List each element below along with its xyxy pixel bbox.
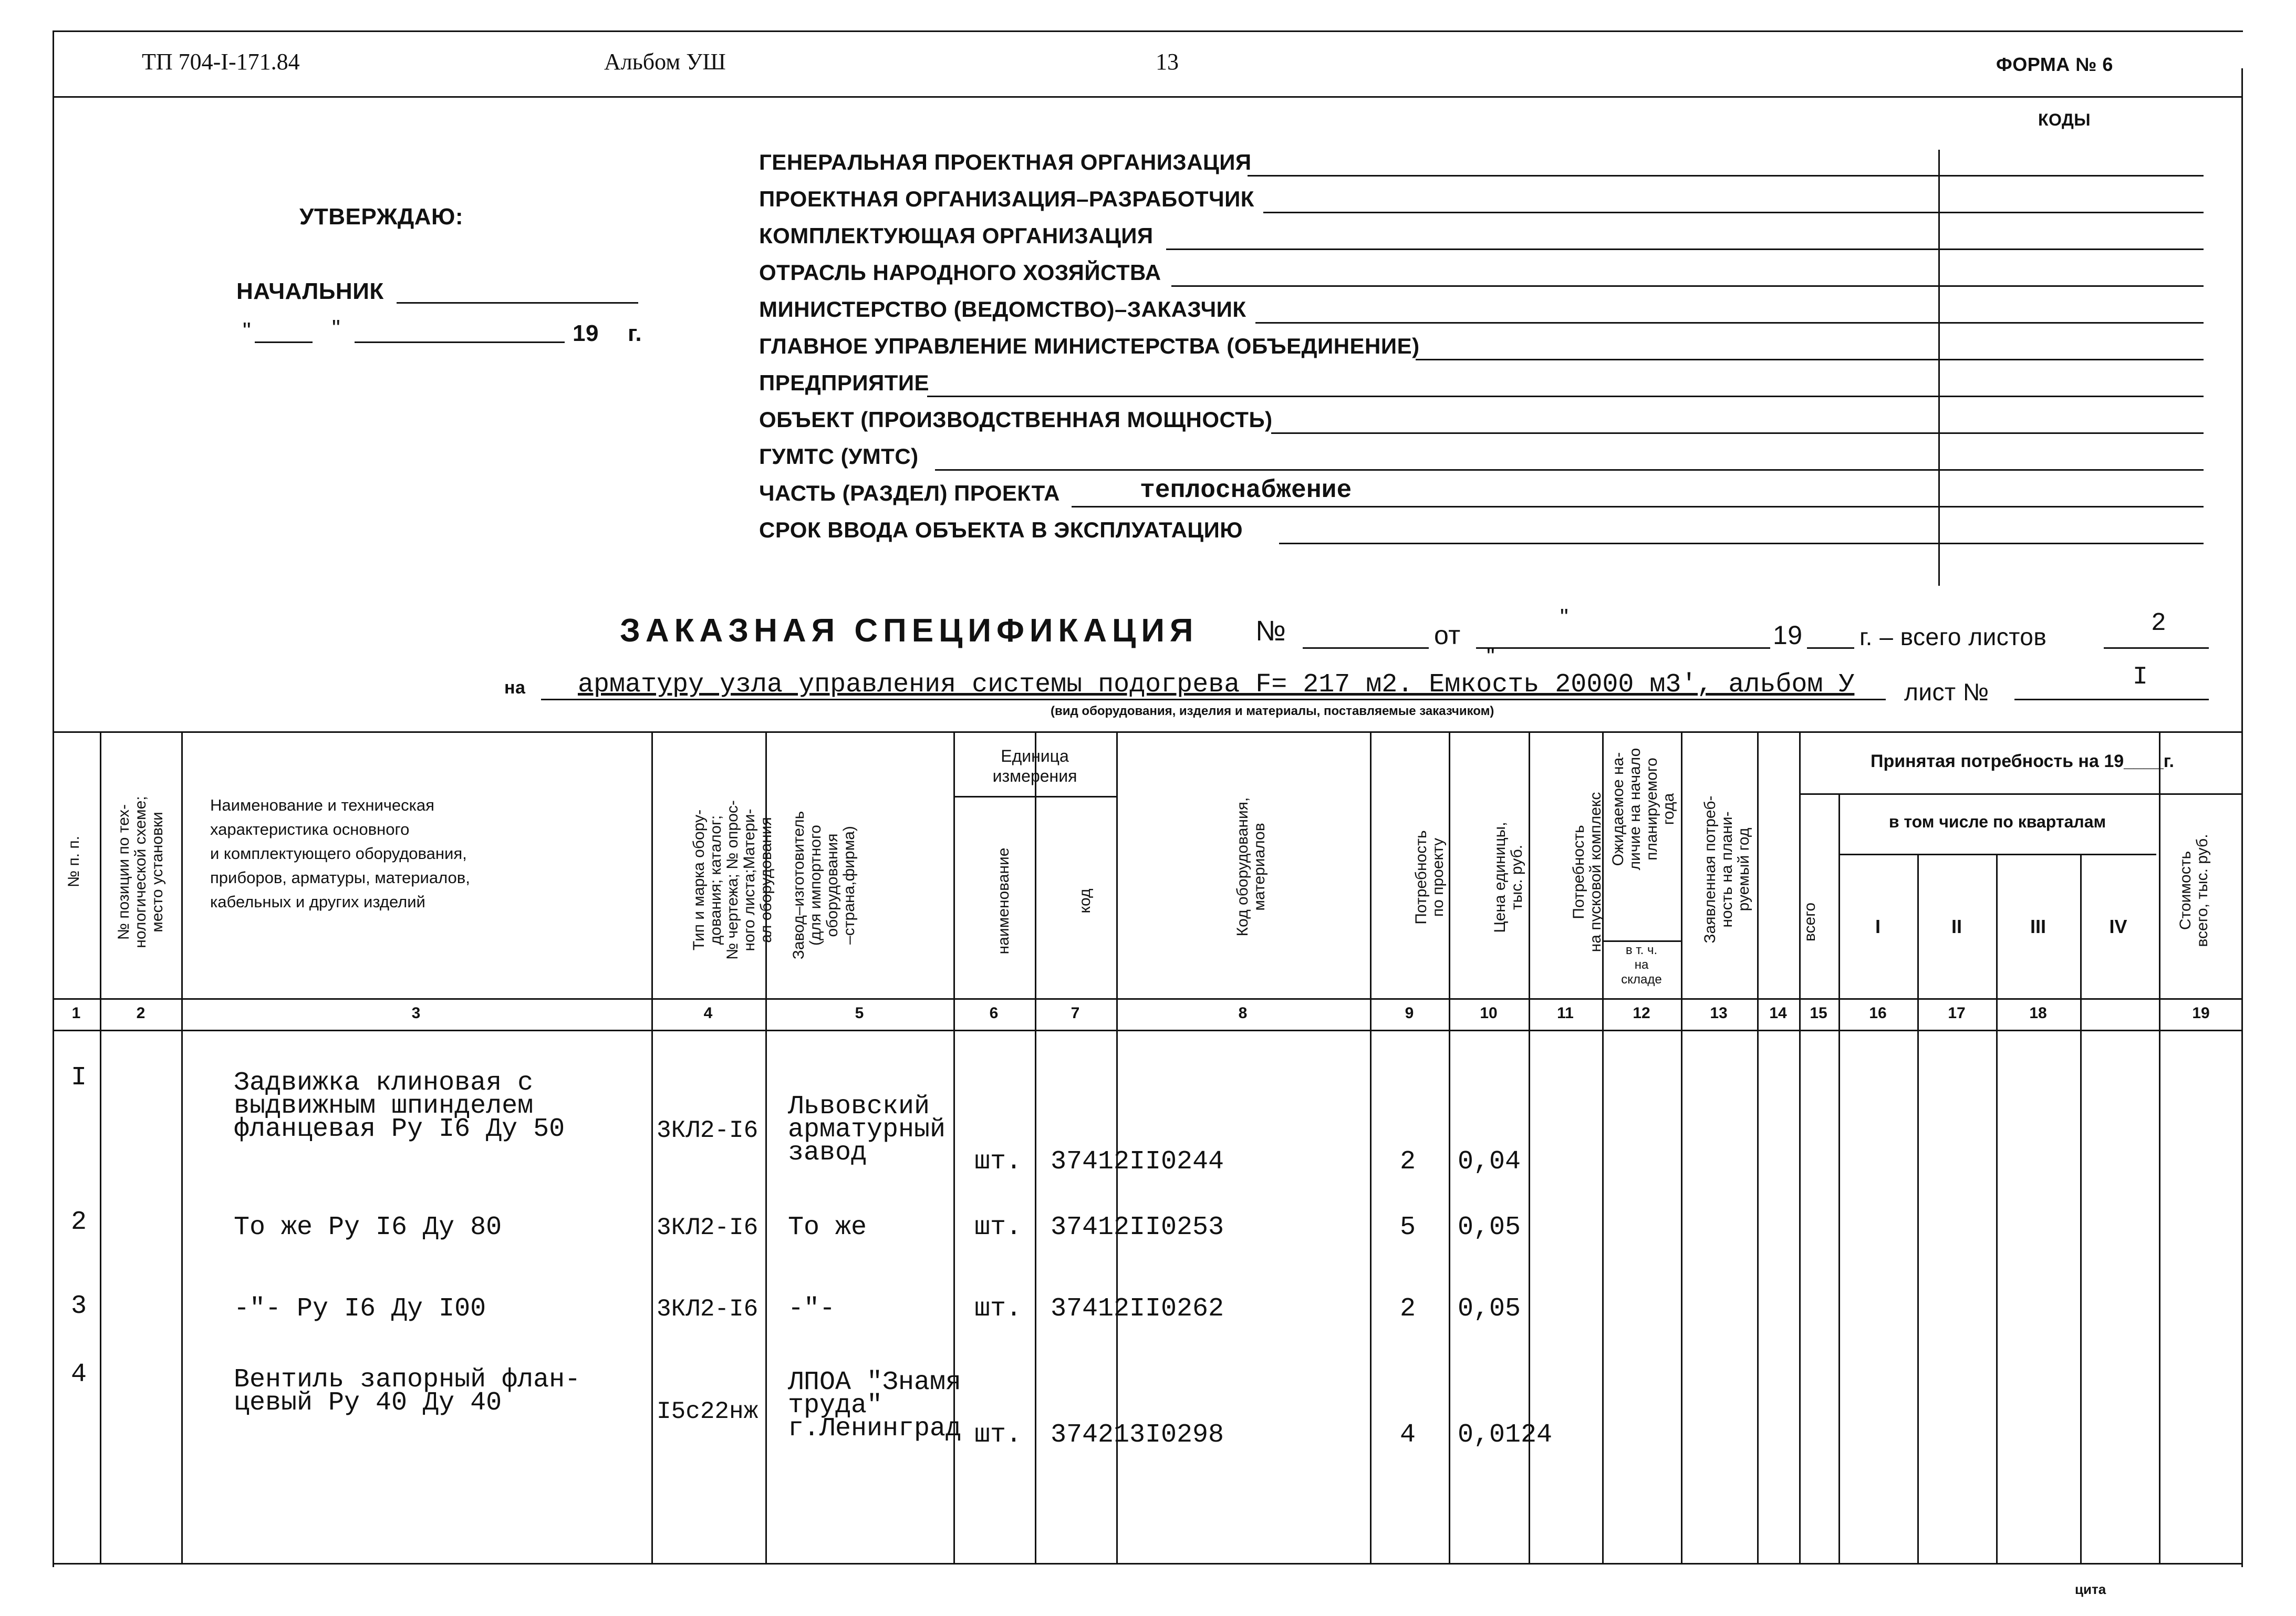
header-c19: Стоимость всего, тыс. руб.	[2177, 834, 2211, 947]
org-label: СРОК ВВОДА ОБЪЕКТА В ЭКСПЛУАТАЦИЮ	[759, 517, 1243, 542]
spec-sheet-field[interactable]	[2014, 699, 2209, 700]
spec-sheet-label: лист №	[1904, 678, 1989, 706]
row-number: 3	[71, 1291, 87, 1321]
doc-code: ТП 704-I-171.84	[142, 49, 300, 75]
header-c8: Код оборудования, материалов	[1234, 797, 1268, 937]
row-qty: 4	[1400, 1420, 1416, 1450]
codes-label: КОДЫ	[2038, 110, 2091, 129]
org-field[interactable]	[927, 396, 2204, 397]
column-number: 3	[411, 1004, 421, 1022]
org-label: ПРОЕКТНАЯ ОРГАНИЗАЦИЯ–РАЗРАБОТЧИК	[759, 187, 1254, 211]
row-price: 0,05	[1458, 1213, 1521, 1242]
column-number: 2	[136, 1004, 146, 1022]
spec-year-label: 19	[1773, 620, 1803, 650]
spec-from-label: от	[1434, 620, 1461, 650]
row-price: 0,0124	[1458, 1420, 1553, 1450]
form-label: ФОРМА № 6	[1996, 54, 2113, 75]
spec-year-field[interactable]	[1807, 647, 1854, 649]
row-type: 3КЛ2-I6	[657, 1296, 759, 1323]
header-c6: наименование	[995, 847, 1012, 955]
header-c18: IV	[2109, 916, 2127, 937]
chief-label: НАЧАЛЬНИК	[236, 278, 384, 304]
org-field[interactable]	[1166, 248, 2204, 250]
spec-total-field[interactable]	[2104, 647, 2209, 649]
column-line	[1996, 854, 1998, 1563]
column-number: 7	[1071, 1004, 1080, 1022]
header-c16: II	[1951, 916, 1962, 937]
album-label: Альбом УШ	[604, 49, 726, 75]
date-month-line[interactable]	[355, 341, 565, 343]
org-label: ПРЕДПРИЯТИЕ	[759, 370, 930, 395]
spec-date-quote-1: "	[1560, 604, 1569, 630]
spec-total-sheets: 2	[2151, 609, 2166, 638]
column-number: 17	[1948, 1004, 1966, 1022]
org-label: МИНИСТЕРСТВО (ВЕДОМСТВО)–ЗАКАЗЧИК	[759, 297, 1246, 322]
org-value: теплоснабжение	[1140, 476, 1352, 505]
row-qty: 2	[1400, 1294, 1416, 1324]
column-number: 15	[1810, 1004, 1827, 1022]
header-unit-group: Единица измерения	[992, 747, 1077, 785]
spec-date-field[interactable]	[1476, 647, 1770, 649]
spec-sheet-no: I	[2133, 663, 2148, 691]
date-day-line[interactable]	[255, 341, 313, 343]
column-line	[100, 731, 101, 1563]
row-name: Вентиль запорный флан- цевый Ру 40 Ду 40	[234, 1365, 581, 1418]
row-code: 37412II0244	[1051, 1147, 1224, 1177]
header-c12: Ожидаемое на- личие на начало планируемого года	[1609, 748, 1677, 871]
org-field[interactable]	[1248, 175, 2204, 177]
table-bottom	[53, 1563, 2243, 1565]
org-label: ГУМТС (УМТС)	[759, 444, 919, 469]
org-field[interactable]	[935, 469, 2204, 471]
column-line	[2159, 731, 2160, 1563]
header-c1: № п. п.	[65, 836, 82, 888]
row-type: 3КЛ2-I6	[657, 1117, 759, 1144]
column-number: 4	[703, 1004, 713, 1022]
row-qty: 5	[1400, 1213, 1416, 1242]
column-number: 1	[71, 1004, 81, 1022]
column-number: 6	[989, 1004, 999, 1022]
row-name: То же Ру I6 Ду 80	[234, 1213, 502, 1242]
accepted-group-line	[1799, 793, 2243, 795]
spec-number-label: №	[1255, 615, 1286, 647]
org-field[interactable]	[1279, 543, 2204, 544]
date-quote-open: "	[243, 318, 252, 344]
org-field[interactable]	[1416, 359, 2204, 360]
org-label: ОБЪЕКТ (ПРОИЗВОДСТВЕННАЯ МОЩНОСТЬ)	[759, 407, 1273, 432]
row-number: I	[71, 1063, 87, 1093]
column-number: 13	[1710, 1004, 1728, 1022]
row-price: 0,04	[1458, 1147, 1521, 1177]
row-maker: -"-	[788, 1294, 836, 1324]
table-header-bottom	[53, 998, 2243, 1000]
table-top	[53, 731, 2243, 733]
column-line	[1370, 731, 1372, 1563]
page-number: 13	[1156, 49, 1179, 75]
org-field[interactable]	[1171, 285, 2204, 287]
row-name: Задвижка клиновая с выдвижным шпинделем фланцевая Ру I6 Ду 50	[234, 1068, 565, 1144]
column-number: 11	[1557, 1004, 1574, 1022]
spec-total-label: г. – всего листов	[1859, 623, 2047, 650]
org-label: ОТРАСЛЬ НАРОДНОГО ХОЗЯЙСТВА	[759, 260, 1161, 285]
column-number: 19	[2192, 1004, 2210, 1022]
column-line	[2080, 854, 2082, 1563]
header-c17: III	[2030, 916, 2046, 937]
column-number: 5	[855, 1004, 864, 1022]
year-label: 19	[573, 320, 599, 346]
header-c3: Наименование и техническая характеристика основного и комплектующего оборудования, приборов, арматуры, материалов, кабельных и других изделий	[210, 796, 470, 911]
column-number: 8	[1238, 1004, 1248, 1022]
row-code: 374213I0298	[1051, 1420, 1224, 1450]
row-unit: шт.	[974, 1420, 1022, 1450]
org-field[interactable]	[1263, 212, 2204, 213]
row-number: 2	[71, 1207, 87, 1237]
header-c10: Цена единицы, тыс. руб.	[1491, 822, 1525, 933]
org-field[interactable]	[1255, 322, 2204, 324]
spec-subject-note: (вид оборудования, изделия и материалы, поставляемые заказчиком)	[1051, 704, 1494, 718]
chief-signature-line[interactable]	[397, 302, 638, 304]
frame-left	[53, 30, 54, 1567]
header-accepted: Принятая потребность на 19____г.	[1871, 751, 2174, 771]
header-c7: код	[1076, 888, 1094, 914]
column-number: 14	[1769, 1004, 1787, 1022]
approve-label: УТВЕРЖДАЮ:	[299, 204, 464, 230]
row-unit: шт.	[974, 1147, 1022, 1177]
row-maker: Львовский арматурный завод	[788, 1092, 946, 1168]
column-line	[1917, 854, 1919, 1563]
column-number: 12	[1633, 1004, 1650, 1022]
row-code: 37412II0262	[1051, 1294, 1224, 1324]
row-maker: ЛПОА "Знамя труда" г.Ленинград	[788, 1368, 962, 1444]
row-number: 4	[71, 1360, 87, 1390]
column-number: 10	[1480, 1004, 1498, 1022]
org-label: ЧАСТЬ (РАЗДЕЛ) ПРОЕКТА	[759, 481, 1060, 505]
row-type: I5с22нж	[657, 1398, 759, 1425]
header-quarters: в том числе по кварталам	[1888, 812, 2106, 831]
column-line	[1799, 731, 1801, 1563]
table-colnum-bottom	[53, 1030, 2243, 1031]
header-c12b: в т. ч. на складе	[1621, 943, 1662, 987]
row-unit: шт.	[974, 1213, 1022, 1242]
spec-subject: арматуру узла управления системы подогрева F= 217 м2. Емкость 20000 м3', альбом У	[578, 670, 1855, 700]
org-field[interactable]	[1271, 432, 2204, 434]
header-c13: Заявленная потреб- ность на плани- руемый год	[1701, 795, 1752, 944]
frame-top	[53, 30, 2243, 32]
column-number: 9	[1405, 1004, 1414, 1022]
row-unit: шт.	[974, 1294, 1022, 1324]
header-c15: I	[1875, 916, 1881, 937]
stock-sub-line	[1602, 940, 1681, 942]
header-c11: Потребность на пусковой комплекс	[1570, 792, 1604, 952]
header-c9: Потребность по проекту	[1412, 830, 1447, 925]
header-divider	[53, 96, 2243, 98]
header-c5: Завод–изготовитель (для импортного оборудования –страна,фирма)	[790, 811, 858, 960]
org-label: ГЕНЕРАЛЬНАЯ ПРОЕКТНАЯ ОРГАНИЗАЦИЯ	[759, 150, 1252, 174]
row-type: 3КЛ2-I6	[657, 1214, 759, 1241]
frame-right	[2241, 68, 2243, 1567]
spec-title: ЗАКАЗНАЯ СПЕЦИФИКАЦИЯ	[620, 613, 1199, 649]
column-number: 18	[2029, 1004, 2047, 1022]
row-price: 0,05	[1458, 1294, 1521, 1324]
row-qty: 2	[1400, 1147, 1416, 1177]
row-maker: То же	[788, 1213, 867, 1242]
column-number: 16	[1869, 1004, 1887, 1022]
column-line	[1035, 731, 1036, 1563]
year-suffix: г.	[628, 320, 642, 346]
footer-note: цита	[2075, 1581, 2106, 1597]
spec-date-quote-2: "	[1487, 644, 1495, 669]
org-label: КОМПЛЕКТУЮЩАЯ ОРГАНИЗАЦИЯ	[759, 223, 1154, 248]
row-code: 37412II0253	[1051, 1213, 1224, 1242]
header-c2: № позиции по тех- нологической схеме; место установки	[115, 796, 166, 948]
codes-separator	[1938, 150, 1940, 586]
org-field[interactable]	[1072, 506, 2204, 507]
org-label: ГЛАВНОЕ УПРАВЛЕНИЕ МИНИСТЕРСТВА (ОБЪЕДИНЕНИЕ)	[759, 334, 1420, 358]
spec-na-label: на	[504, 678, 526, 698]
date-quote-close: "	[332, 315, 341, 341]
row-name: -"- Ру I6 Ду I00	[234, 1294, 486, 1324]
header-c14: всего	[1801, 902, 1819, 942]
spec-number-field[interactable]	[1303, 647, 1429, 649]
header-c4: Тип и марка обору- дования; каталог; № чертежа; № опрос- ного листа;Матери- ал оборудования	[690, 800, 775, 960]
column-line	[1838, 793, 1840, 1563]
column-line	[181, 731, 183, 1563]
